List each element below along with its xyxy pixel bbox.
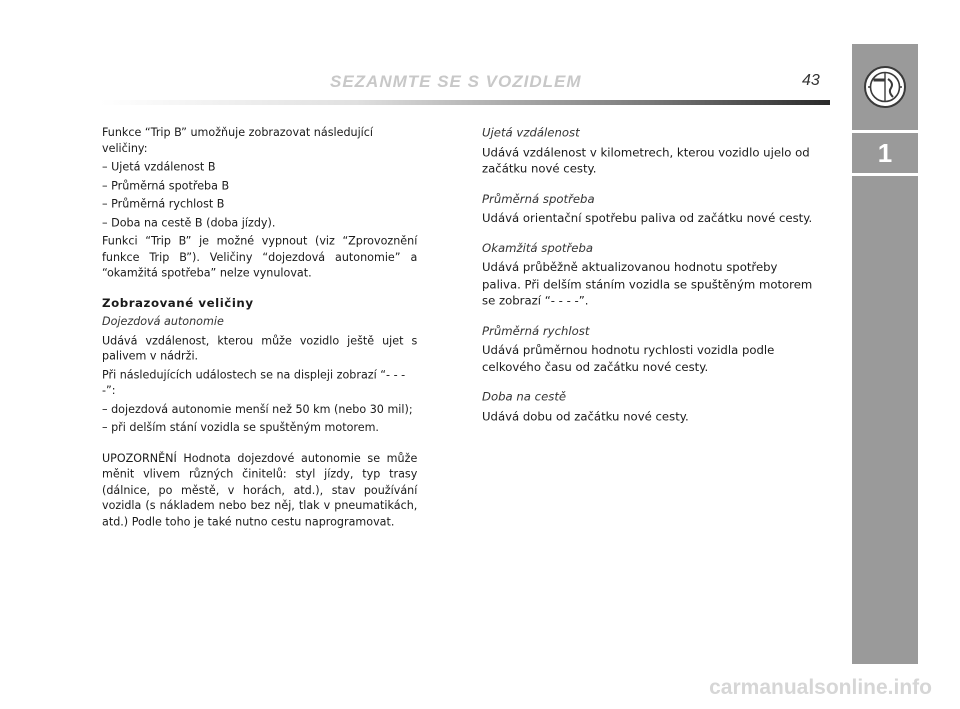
subsection-title: Doba na cestě: [482, 389, 567, 404]
page-number: 43: [802, 72, 820, 89]
logo-box: [852, 44, 918, 133]
intro-text: Funkce “Trip B” umožňuje zobrazovat následující veličiny:: [102, 125, 374, 155]
chapter-number: 1: [852, 133, 918, 176]
trip-b-note: Funkci “Trip B” je možné vypnout (viz “Zprovoznění funkce Trip B”). Veličiny “dojezdová autonomie” a “okamžitá spotřeba” nelze vynulovat.: [102, 234, 418, 280]
paragraph: Udává průměrnou hodnotu rychlosti vozidla podle celkového času od začátku nové cesty.: [482, 343, 775, 374]
paragraph: Udává orientační spotřebu paliva od začátku nové cesty.: [482, 211, 813, 225]
subsection-title: Okamžitá spotřeba: [482, 241, 594, 255]
paragraph: Při následujících událostech se na displeji zobrazí “- - - -”:: [102, 368, 406, 397]
section-heading: Zobrazované veličiny: [102, 296, 254, 311]
list-item: – při delším stání vozidla se spuštěným motorem.: [102, 421, 379, 434]
paragraph: Udává vzdálenost v kilometrech, kterou vozidlo ujelo od začátku nové cesty.: [482, 145, 810, 176]
list-item: – dojezdová autonomie menší než 50 km (nebo 30 mil);: [102, 402, 413, 416]
header-divider: [100, 100, 830, 105]
subsection-title: Průměrná spotřeba: [482, 191, 595, 206]
paragraph: Udává vzdálenost, kterou může vozidlo ještě ujet s palivem v nádrži.: [102, 333, 418, 363]
chapter-sidebar: [852, 44, 918, 664]
list-item: – Průměrná rychlost B: [102, 197, 225, 211]
warning-paragraph: UPOZORNĚNÍ Hodnota dojezdové autonomie se může měnit vlivem různých činitelů: styl jízdy, typ trasy (dálnice, po městě, v horách, atd.), stav používání vozidla (s nákladem nebo bez něj, tlak v pneumatikách, atd.) Podle toho je také nutno cestu naprogramovat.: [102, 451, 418, 528]
page-header-title: SEZANMTE SE S VOZIDLEM: [330, 72, 582, 91]
subsection-title: Ujetá vzdálenost: [482, 125, 580, 140]
alfa-romeo-emblem-icon: [863, 65, 907, 109]
list-item: – Ujetá vzdálenost B: [102, 160, 216, 174]
list-item: – Průměrná spotřeba B: [102, 178, 230, 192]
watermark: carmanualsonline.info: [709, 676, 932, 699]
subsection-title: Dojezdová autonomie: [102, 315, 224, 328]
paragraph: Udává dobu od začátku nové cesty.: [482, 409, 689, 423]
left-column: [102, 125, 417, 530]
list-item: – Doba na cestě B (doba jízdy).: [102, 216, 276, 229]
subsection-title: Průměrná rychlost: [482, 323, 590, 338]
right-column: [482, 125, 812, 425]
paragraph: Udává průběžně aktualizovanou hodnotu spotřeby paliva. Při delším stáním vozidla se spuštěným motorem se zobrazí “- - - -”.: [482, 260, 813, 308]
